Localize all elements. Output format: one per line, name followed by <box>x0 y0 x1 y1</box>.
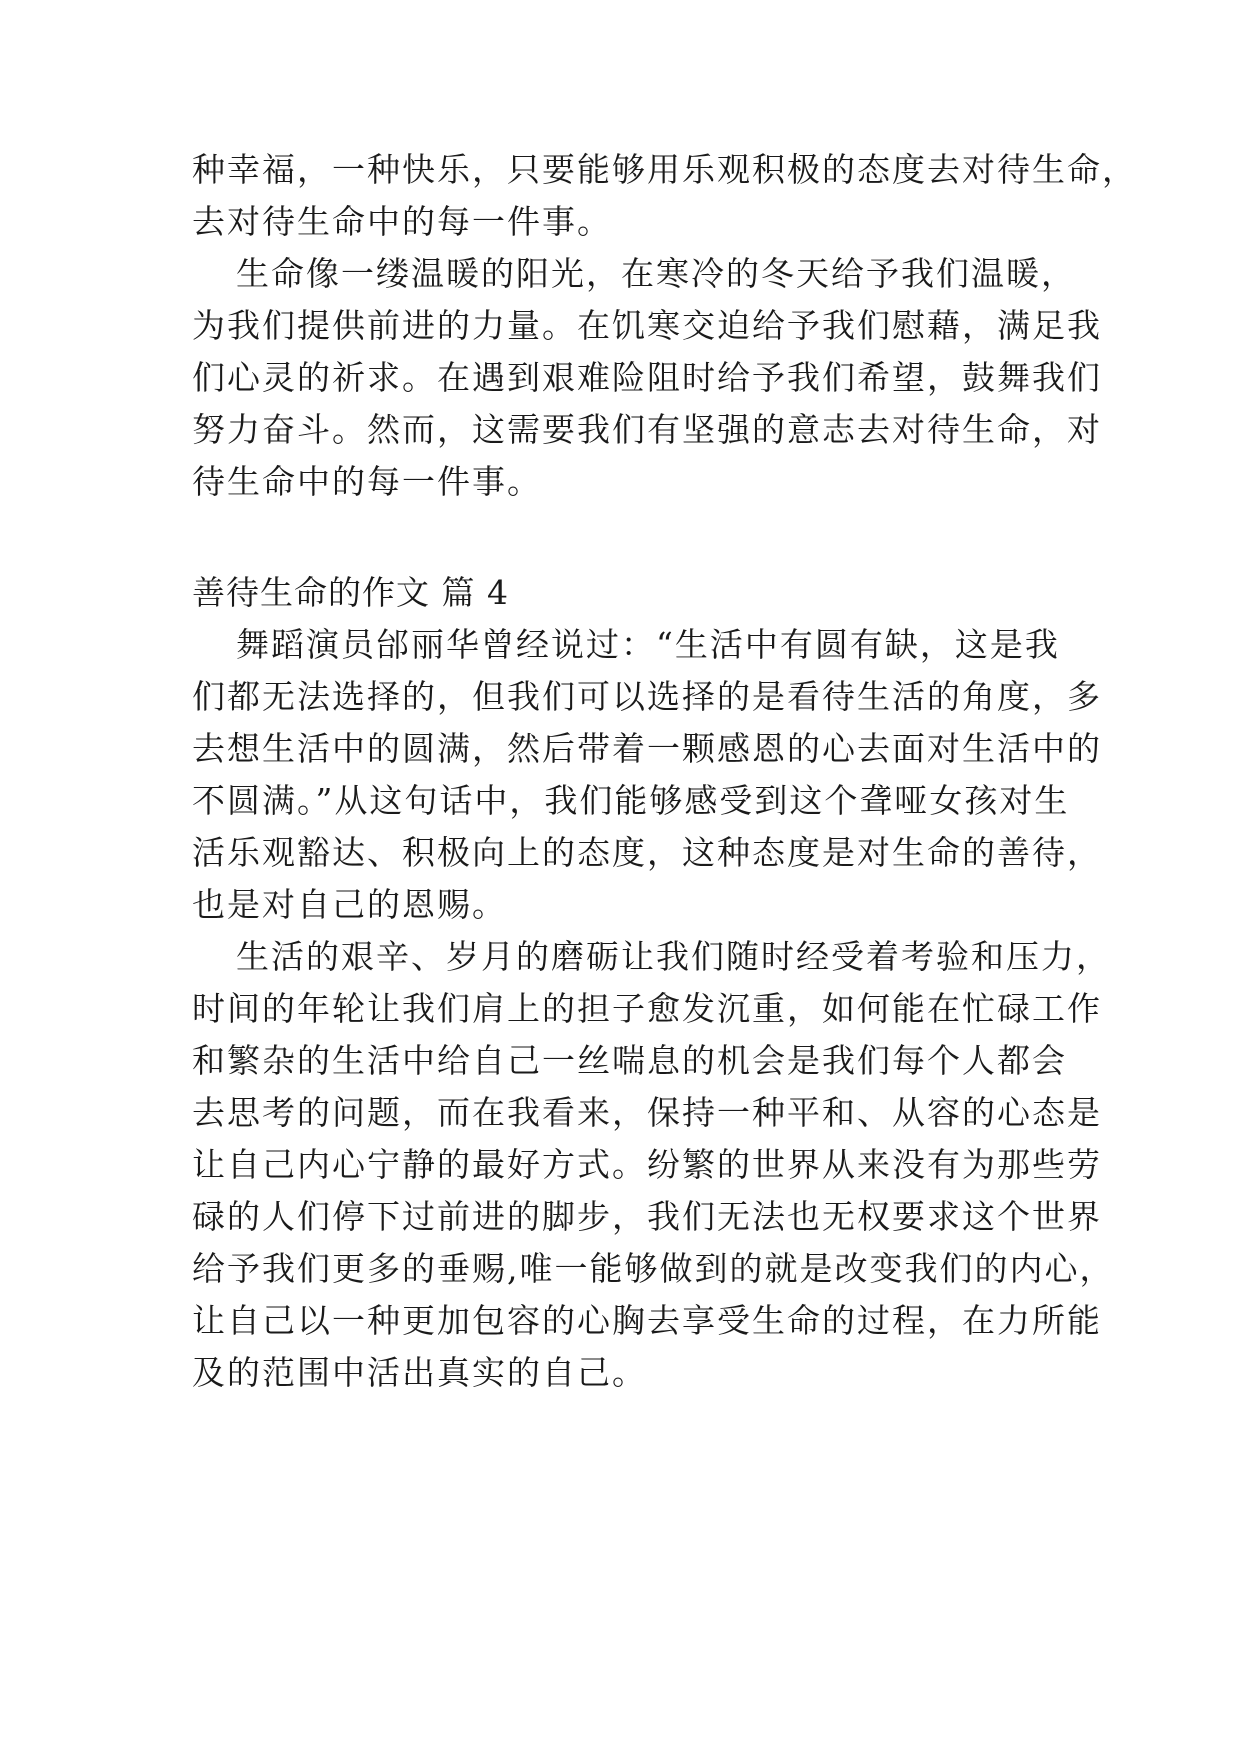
paragraph-line: 让自己以一种更加包容的心胸去享受生命的过程，在力所能 <box>192 1301 1102 1340</box>
paragraph-line: 为我们提供前进的力量。在饥寒交迫给予我们慰藉，满足我 <box>192 306 1102 345</box>
paragraph-line: 和繁杂的生活中给自己一丝喘息的机会是我们每个人都会 <box>192 1041 1067 1080</box>
paragraph-line: 去思考的问题，而在我看来，保持一种平和、从容的心态是 <box>192 1093 1102 1132</box>
paragraph-line: 也是对自己的恩赐。 <box>192 885 507 924</box>
paragraph-line: 及的范围中活出真实的自己。 <box>192 1353 647 1392</box>
paragraph-line: 待生命中的每一件事。 <box>192 462 542 501</box>
paragraph-line: 让自己内心宁静的最好方式。纷繁的世界从来没有为那些劳 <box>192 1145 1102 1184</box>
paragraph-line: 去对待生命中的每一件事。 <box>192 202 612 241</box>
paragraph-line: 们心灵的祈求。在遇到艰难险阻时给予我们希望，鼓舞我们 <box>192 358 1102 397</box>
paragraph-line: 给予我们更多的垂赐,唯一能够做到的就是改变我们的内心， <box>192 1249 1115 1288</box>
paragraph-line: 种幸福，一种快乐，只要能够用乐观积极的态度去对待生命， <box>192 150 1137 189</box>
paragraph-line: 们都无法选择的，但我们可以选择的是看待生活的角度，多 <box>192 677 1102 716</box>
paragraph-line: 碌的人们停下过前进的脚步，我们无法也无权要求这个世界 <box>192 1197 1102 1236</box>
paragraph-line: 时间的年轮让我们肩上的担子愈发沉重，如何能在忙碌工作 <box>192 989 1102 1028</box>
section-heading: 善待生命的作文 篇 4 <box>192 573 509 612</box>
paragraph-line: 不圆满。”从这句话中，我们能够感受到这个聋哑女孩对生 <box>192 781 1070 820</box>
paragraph-line: 生活的艰辛、岁月的磨砺让我们随时经受着考验和压力， <box>236 937 1111 976</box>
paragraph-line: 活乐观豁达、积极向上的态度，这种态度是对生命的善待， <box>192 833 1102 872</box>
paragraph-line: 生命像一缕温暖的阳光，在寒冷的冬天给予我们温暖， <box>236 254 1076 293</box>
paragraph-line: 舞蹈演员邰丽华曾经说过：“生活中有圆有缺，这是我 <box>236 625 1060 664</box>
paragraph-line: 努力奋斗。然而，这需要我们有坚强的意志去对待生命，对 <box>192 410 1102 449</box>
paragraph-line: 去想生活中的圆满，然后带着一颗感恩的心去面对生活中的 <box>192 729 1102 768</box>
